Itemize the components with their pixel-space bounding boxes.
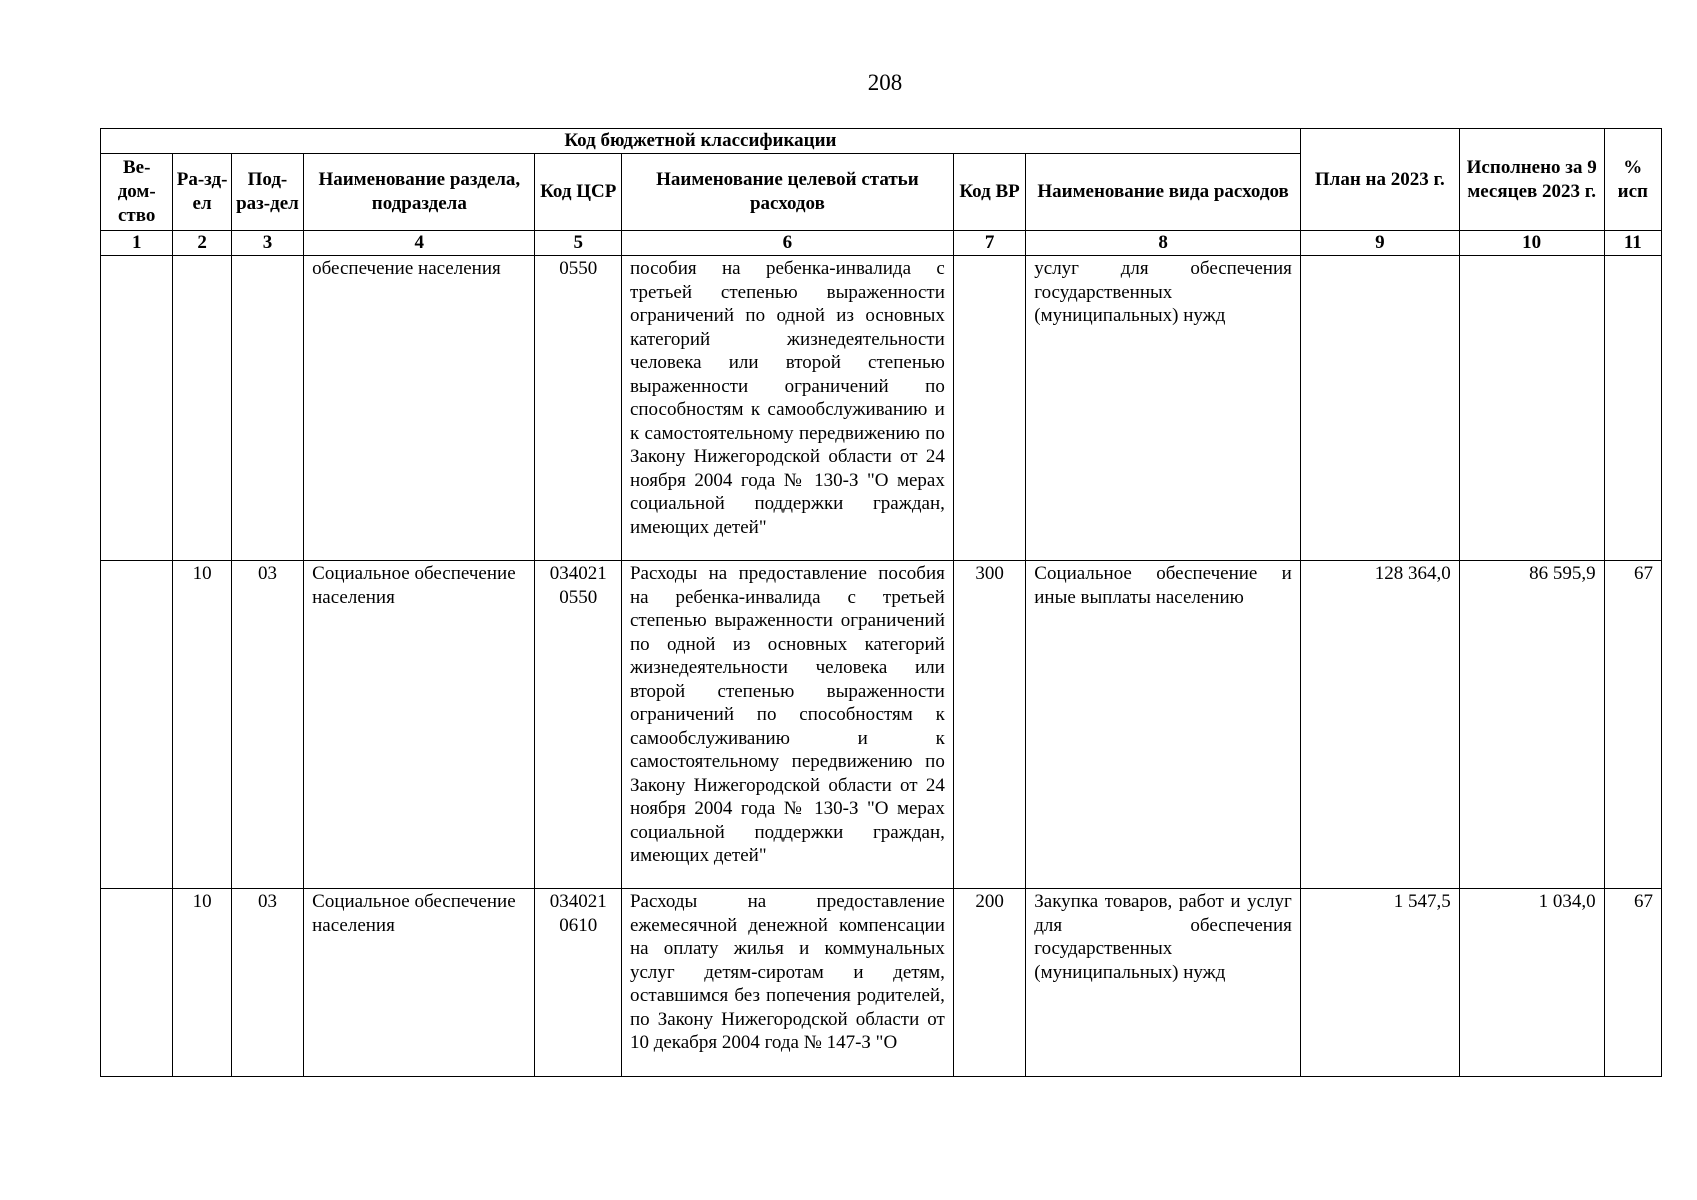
header-budget-classification: Код бюджетной классификации — [101, 129, 1301, 154]
header-executed: Исполнено за 9 месяцев 2023 г. — [1459, 129, 1604, 231]
cell-target-name: Расходы на предоставление ежемесячной денежной компенсации на оплату жилья и коммунальных услуг детям-сиротам и детям, оставшимся без попечения родителей, по Закону Нижегородской области от 10 декабря 2004 года № 147-З "О — [621, 889, 953, 1077]
column-numbers-row — [101, 231, 1662, 256]
cell-percent: 67 — [1604, 889, 1661, 1077]
header-plan: План на 2023 г. — [1300, 129, 1459, 231]
header-podrazdel: Под-раз-дел — [231, 154, 303, 231]
header-csr: Код ЦСР — [535, 154, 621, 231]
cell-vr: 200 — [953, 889, 1025, 1077]
cell-vr-name: Социальное обеспечение и иные выплаты населению — [1026, 561, 1301, 889]
table-row — [101, 256, 1662, 561]
column-number: 10 — [1459, 231, 1604, 256]
page-number: 208 — [867, 70, 903, 95]
column-number: 9 — [1300, 231, 1459, 256]
column-number: 3 — [231, 231, 303, 256]
cell-podrazdel: 03 — [231, 561, 303, 889]
header-vr: Код ВР — [953, 154, 1025, 231]
cell-razdel-name: обеспечение населения — [304, 256, 535, 561]
cell-target-name: Расходы на предоставление пособия на ребенка-инвалида с третьей степенью выраженности ограничений по одной из основных категорий жизнедеятельности человека или второй степенью выраженности ограничений по способностям к самообслуживанию и к самостоятельному передвижению по Закону Нижегородской области от 24 ноября 2004 года № 130-З "О мерах социальной поддержки граждан, имеющих детей" — [621, 561, 953, 889]
cell-vr-name: Закупка товаров, работ и услуг для обеспечения государственных (муниципальных) нужд — [1026, 889, 1301, 1077]
budget-table — [100, 128, 1662, 1077]
cell-executed: 1 034,0 — [1459, 889, 1604, 1077]
cell-vr — [953, 256, 1025, 561]
column-number: 6 — [621, 231, 953, 256]
column-number: 5 — [535, 231, 621, 256]
cell-vr-name: услуг для обеспечения государственных (муниципальных) нужд — [1026, 256, 1301, 561]
cell-csr: 034021 0610 — [535, 889, 621, 1077]
cell-csr: 0550 — [535, 256, 621, 561]
cell-csr: 034021 0550 — [535, 561, 621, 889]
table-row — [101, 889, 1662, 1077]
header-razdel-name: Наименование раздела, подраздела — [304, 154, 535, 231]
header-target-name: Наименование целевой статьи расходов — [621, 154, 953, 231]
column-number: 2 — [173, 231, 231, 256]
cell-percent: 67 — [1604, 561, 1661, 889]
column-number: 11 — [1604, 231, 1661, 256]
cell-vedomstvo — [101, 256, 173, 561]
header-razdel: Ра-зд-ел — [173, 154, 231, 231]
cell-podrazdel — [231, 256, 303, 561]
column-number: 7 — [953, 231, 1025, 256]
column-number: 8 — [1026, 231, 1301, 256]
cell-razdel-name: Социальное обеспечение населения — [304, 889, 535, 1077]
column-number: 1 — [101, 231, 173, 256]
table-row — [101, 561, 1662, 889]
cell-razdel: 10 — [173, 561, 231, 889]
cell-vedomstvo — [101, 561, 173, 889]
cell-percent — [1604, 256, 1661, 561]
cell-razdel: 10 — [173, 889, 231, 1077]
cell-executed: 86 595,9 — [1459, 561, 1604, 889]
cell-vedomstvo — [101, 889, 173, 1077]
cell-executed — [1459, 256, 1604, 561]
header-vedomstvo: Ве-дом-ство — [101, 154, 173, 231]
column-number: 4 — [304, 231, 535, 256]
cell-vr: 300 — [953, 561, 1025, 889]
cell-razdel — [173, 256, 231, 561]
header-vr-name: Наименование вида расходов — [1026, 154, 1301, 231]
header-percent: % исп — [1604, 129, 1661, 231]
cell-plan: 128 364,0 — [1300, 561, 1459, 889]
cell-plan — [1300, 256, 1459, 561]
cell-target-name: пособия на ребенка-инвалида с третьей степенью выраженности ограничений по одной из основных категорий жизнедеятельности человека или второй степенью выраженности ограничений по способностям к самообслуживанию и к самостоятельному передвижению по Закону Нижегородской области от 24 ноября 2004 года № 130-З "О мерах социальной поддержки граждан, имеющих детей" — [621, 256, 953, 561]
cell-podrazdel: 03 — [231, 889, 303, 1077]
cell-plan: 1 547,5 — [1300, 889, 1459, 1077]
cell-razdel-name: Социальное обеспечение населения — [304, 561, 535, 889]
